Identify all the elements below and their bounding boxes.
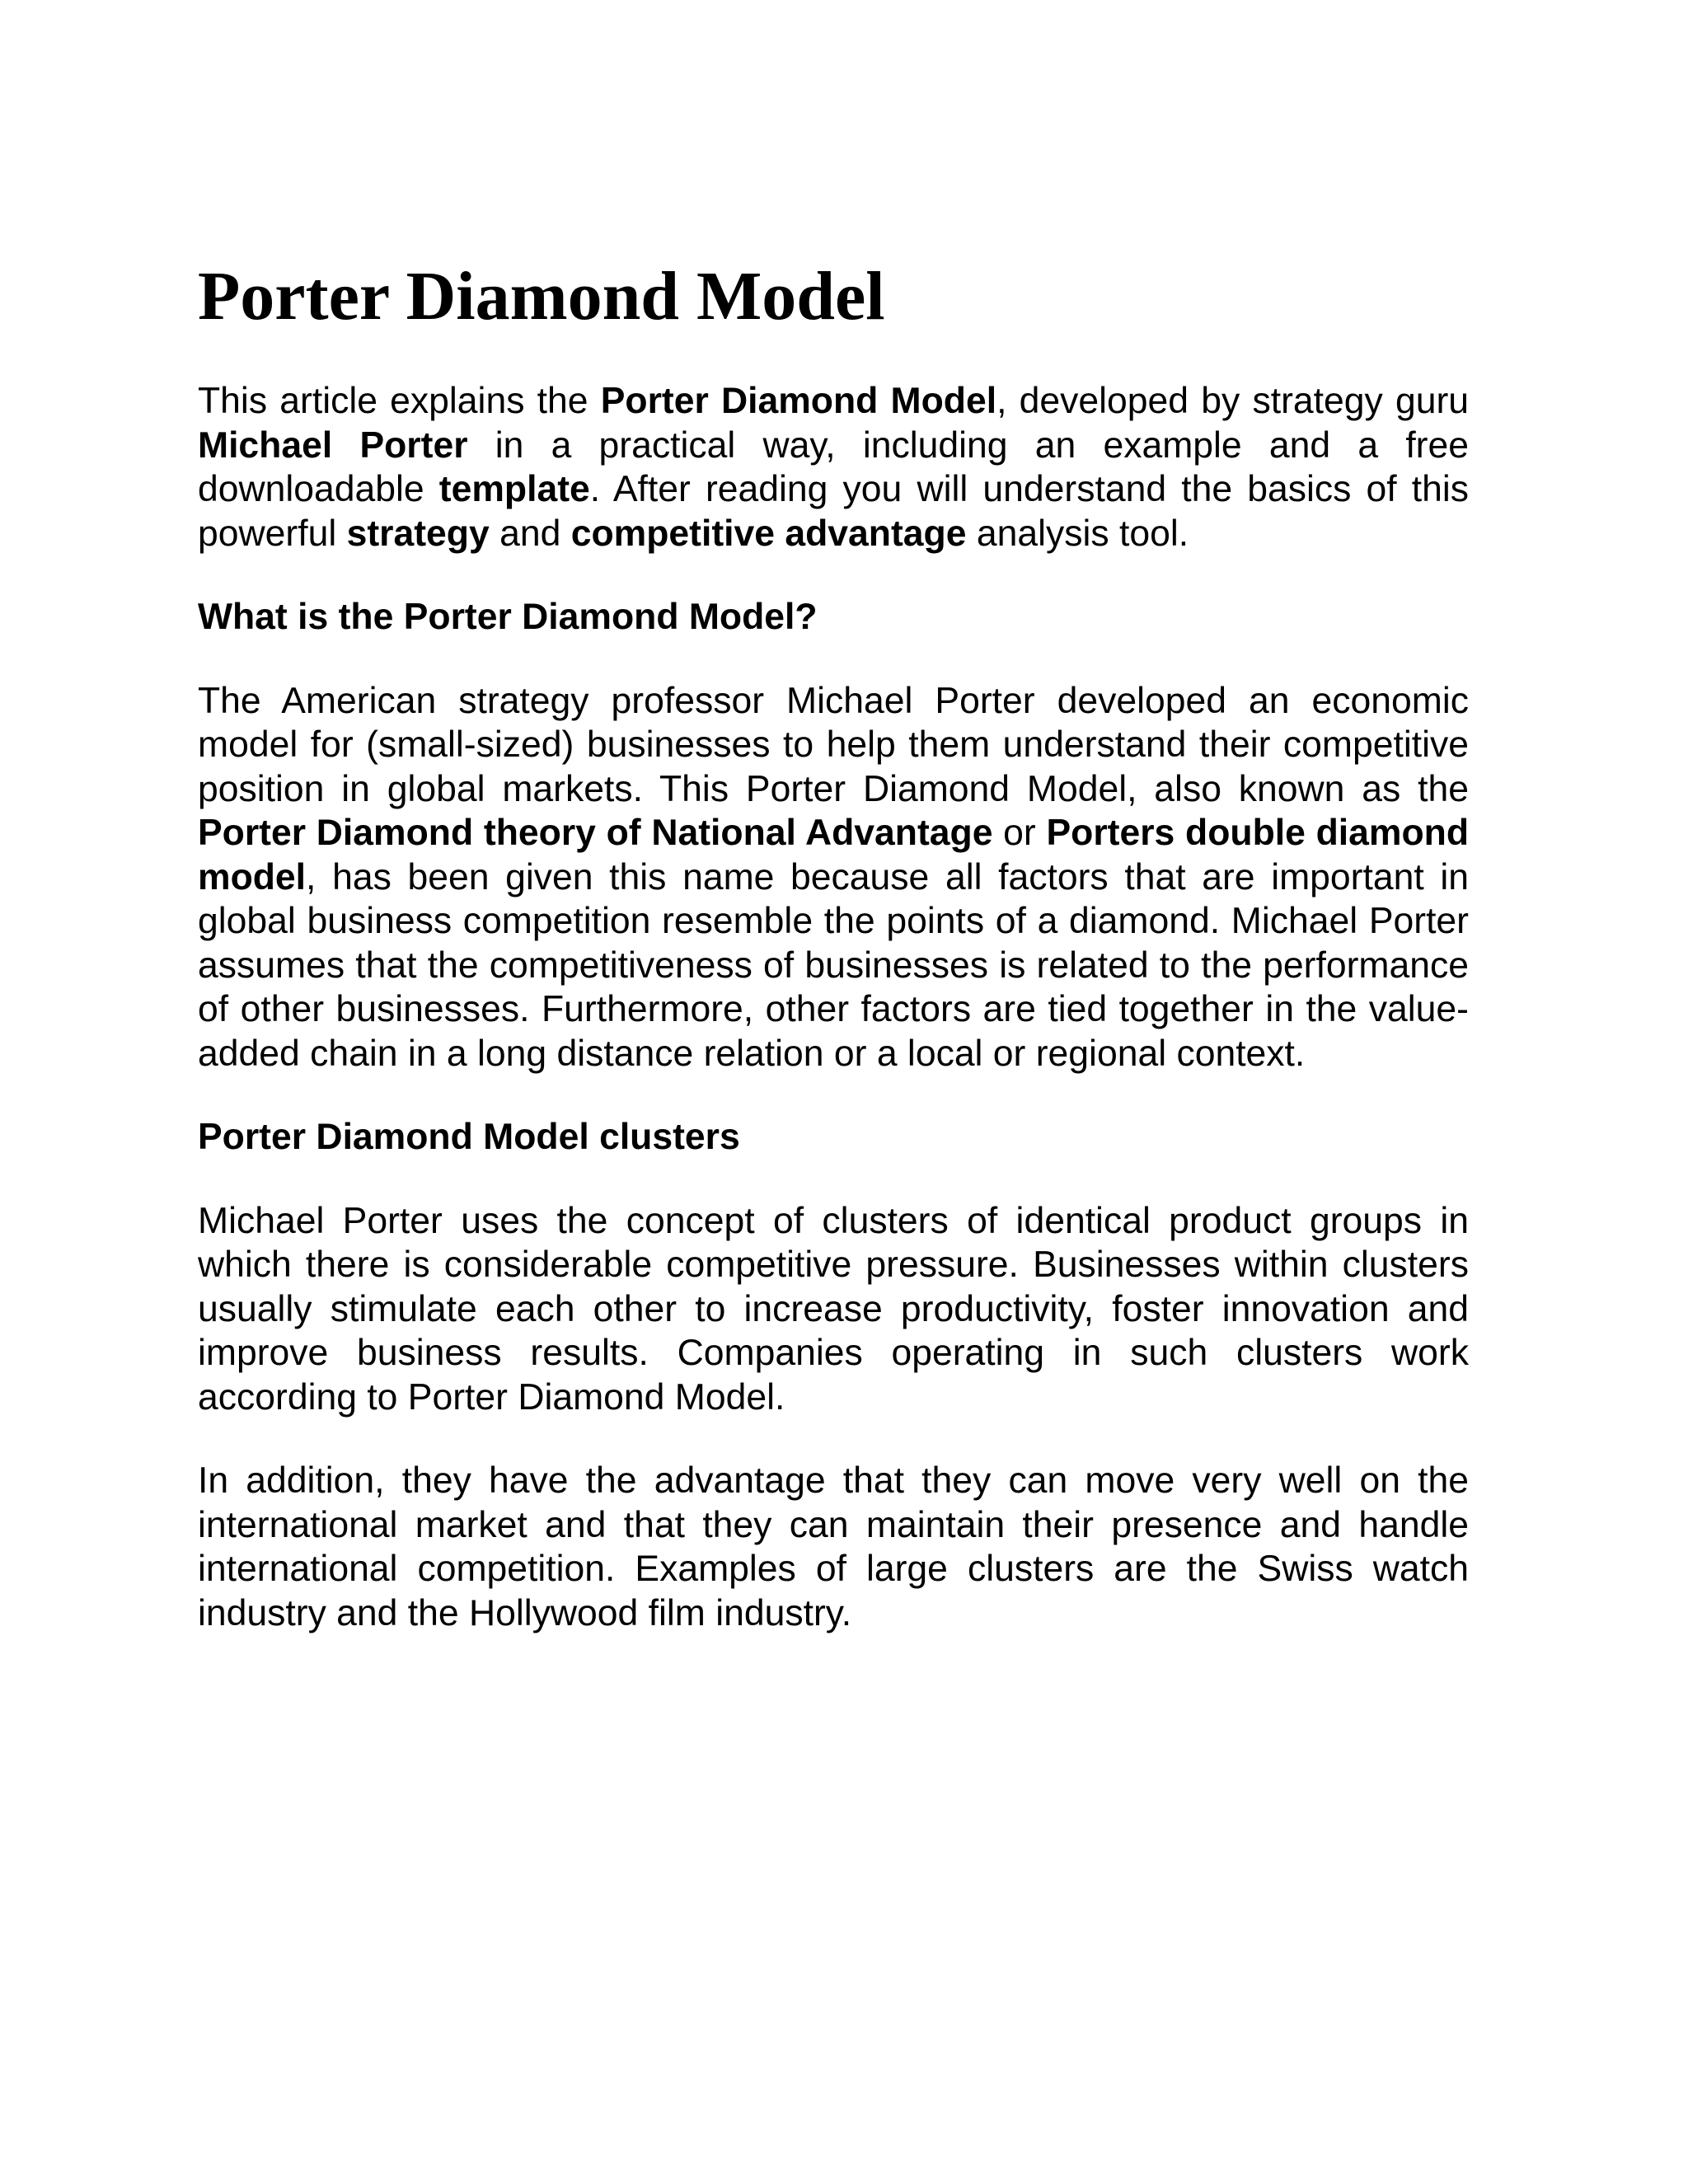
section-heading-what-is: What is the Porter Diamond Model? <box>198 597 818 637</box>
intro-text-5: and <box>489 513 571 554</box>
intro-text-6: analysis tool. <box>966 513 1189 554</box>
s1-text-2: or <box>992 813 1047 853</box>
s1-text-3: , has been given this name because all factors that are important in global business competition resemble the points of a diamond. Michael Porter assumes that the competitiveness of businesses is related to the performance of other businesses. Furthermore, other factors are tied together in the value-added chain in a long distance relation or a local or regional context. <box>198 856 1469 1074</box>
s1-bold-double-diamond: Porters double diamond model <box>198 813 1470 898</box>
intro-bold-porter-diamond-model: Porter Diamond Model <box>600 381 997 421</box>
section1-paragraph <box>198 679 1469 1076</box>
intro-bold-template: template <box>438 469 590 509</box>
intro-bold-strategy: strategy <box>346 513 490 554</box>
document-page <box>198 258 1470 1635</box>
intro-text-1: This article explains the <box>198 381 601 421</box>
section2-paragraph-1: Michael Porter uses the concept of clusters of identical product groups in which there is considerable competitive pressure. Businesses within clusters usually stimulate each other to increase productivity, foster innovation and improve business results. Companies operating in such clusters work according to Porter Diamond Model. <box>198 1200 1469 1418</box>
section-heading-clusters: Porter Diamond Model clusters <box>198 1117 740 1157</box>
intro-text-3: in a practical way, including an example and a free downloadable <box>198 424 1469 509</box>
intro-paragraph <box>198 379 1469 555</box>
intro-bold-michael-porter: Michael Porter <box>198 424 468 466</box>
s1-bold-national-advantage: Porter Diamond theory of National Advantage <box>198 813 993 853</box>
intro-text-2: , developed by strategy guru <box>996 381 1470 421</box>
section2-paragraph-2: In addition, they have the advantage that they can move very well on the international market and that they can maintain their presence and handle international competition. Examples of large clusters are the Swiss watch industry and the Hollywood film industry. <box>198 1460 1469 1633</box>
intro-text-4: . After reading you will understand the basics of this powerful <box>198 469 1469 554</box>
page-title: Porter Diamond Model <box>198 258 885 335</box>
s1-text-1: The American strategy professor Michael Porter developed an economic model for (small-sized) businesses to help them understand their competitive position in global markets. This Porter Diamond Model, also known as the <box>198 680 1469 809</box>
intro-bold-competitive-advantage: competitive advantage <box>570 513 967 554</box>
